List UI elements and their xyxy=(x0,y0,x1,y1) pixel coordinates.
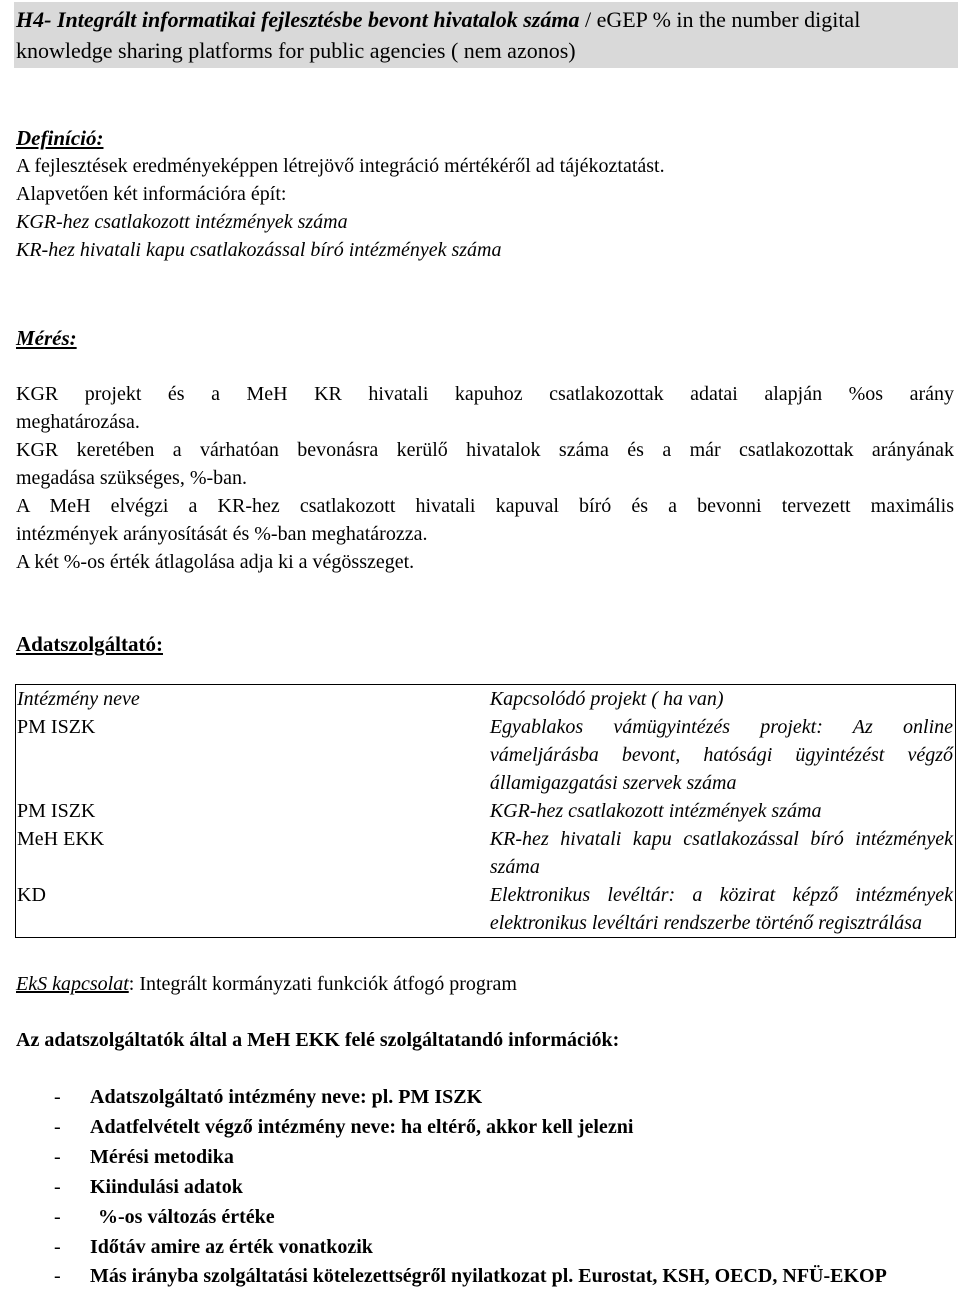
project-cell: KGR-hez csatlakozott intézmények száma xyxy=(489,800,822,822)
project-cell: Egyablakos vámügyintézés projekt: Az online vámeljárásba bevont, hatósági ügyintézést végző államigazgatási szervek száma xyxy=(489,716,953,794)
institution-name: PM ISZK xyxy=(17,716,96,738)
column-header-institution: Intézmény neve xyxy=(17,688,140,710)
measurement-line: A MeH elvégzi a KR-hez csatlakozott hivatali kapuval bíró és a bevonni tervezett maximális xyxy=(16,495,954,517)
table-row xyxy=(16,825,956,881)
table-header-row xyxy=(16,685,956,714)
column-header-project: Kapcsolódó projekt ( ha van) xyxy=(489,688,724,710)
measurement-section xyxy=(16,324,954,576)
info-list xyxy=(54,1082,954,1290)
measurement-line: megadása szükséges, %-ban. xyxy=(16,467,248,489)
measurement-line: A két %-os érték átlagolása adja ki a végösszeget. xyxy=(16,551,415,573)
definition-line: Alapvetően két információra épít: xyxy=(16,183,287,205)
definition-heading: Definíció: xyxy=(16,126,104,150)
definition-section xyxy=(16,124,954,264)
data-provider-table xyxy=(15,684,956,938)
data-provider-heading: Adatszolgáltató: xyxy=(16,632,163,656)
table-row xyxy=(16,713,956,797)
eks-label: EkS kapcsolat xyxy=(16,973,129,995)
list-item: - Mérési metodika xyxy=(54,1146,234,1168)
list-item: - %-os változás értéke xyxy=(54,1206,275,1228)
project-cell: KR-hez hivatali kapu csatlakozással bíró intézmények száma xyxy=(489,828,953,878)
table-row xyxy=(16,881,956,938)
measurement-line: KGR projekt és a MeH KR hivatali kapuhoz csatlakozottak adatai alapján %os arány xyxy=(16,383,954,405)
table-row xyxy=(16,797,956,825)
project-cell: Elektronikus levéltár: a közirat képző intézmények elektronikus levéltári rendszerbe történő regisztrálása xyxy=(489,884,953,934)
info-section xyxy=(16,1026,954,1290)
data-provider-section xyxy=(16,630,956,938)
measurement-line: KGR keretében a várhatóan bevonásra kerülő hivatalok száma és a már csatlakozottak arányának xyxy=(16,439,954,461)
list-item: - Időtáv amire az érték vonatkozik xyxy=(54,1236,373,1258)
list-item: - Adatfelvételt végző intézmény neve: ha eltérő, akkor kell jelezni xyxy=(54,1116,634,1138)
definition-line: KGR-hez csatlakozott intézmények száma xyxy=(16,211,348,233)
info-heading: Az adatszolgáltatók által a MeH EKK felé szolgáltatandó információk: xyxy=(16,1029,620,1051)
eks-separator: : xyxy=(128,973,140,995)
list-item: - Más irányba szolgáltatási kötelezettségről nyilatkozat pl. Eurostat, KSH, OECD, NFÜ-EKOP xyxy=(54,1265,887,1287)
measurement-heading: Mérés: xyxy=(16,326,77,350)
list-item: - Kiindulási adatok xyxy=(54,1176,243,1198)
eks-connection xyxy=(16,970,954,998)
institution-name: PM ISZK xyxy=(17,800,96,822)
measurement-line: meghatározása. xyxy=(16,411,140,433)
document-title xyxy=(14,2,958,68)
definition-line: KR-hez hivatali kapu csatlakozással bíró intézmények száma xyxy=(16,239,502,261)
definition-line: A fejlesztések eredményeképpen létrejövő integráció mértékéről ad tájékoztatást. xyxy=(16,155,665,177)
measurement-line: intézmények arányosítását és %-ban meghatározza. xyxy=(16,523,428,545)
eks-value: Integrált kormányzati funkciók átfogó program xyxy=(139,973,517,995)
institution-name: KD xyxy=(17,884,46,906)
document-page xyxy=(16,2,954,1287)
title-bold-part: H4- Integrált informatikai fejlesztésbe bevont hivatalok száma xyxy=(16,7,580,32)
title-rest-part: / eGEP % in the number digital knowledge sharing platforms for public agencies ( nem azonos) xyxy=(16,7,861,63)
institution-name: MeH EKK xyxy=(17,828,105,850)
list-item: - Adatszolgáltató intézmény neve: pl. PM ISZK xyxy=(54,1086,483,1108)
